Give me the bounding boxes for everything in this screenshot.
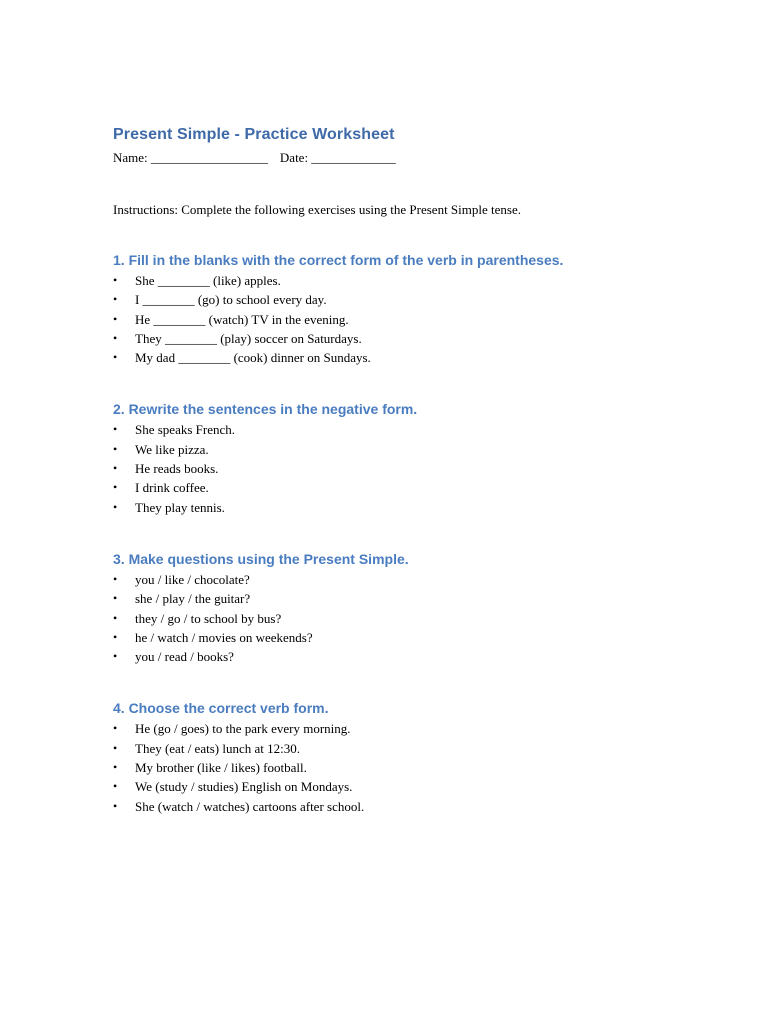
list-item (113, 290, 713, 309)
list-item (113, 719, 713, 738)
list-item (113, 329, 713, 348)
list-item-text: I drink coffee. (135, 480, 209, 496)
bullet-icon: • (113, 461, 118, 476)
bullet-icon: • (113, 499, 118, 514)
exercise-list (113, 719, 713, 815)
bullet-icon: • (113, 422, 118, 437)
date-field: Date: _____________ (279, 150, 396, 165)
section-heading: 1. Fill in the blanks with the correct form of the verb in parentheses. (113, 252, 564, 268)
list-item (113, 310, 713, 329)
exercise-section-2 (113, 399, 713, 516)
list-item-text: they / go / to school by bus? (135, 610, 282, 626)
bullet-icon: • (113, 330, 118, 345)
list-item-text: My brother (like / likes) football. (135, 760, 307, 776)
name-date-line (113, 149, 713, 167)
list-item (113, 797, 713, 816)
exercise-list (113, 420, 713, 516)
bullet-icon: • (113, 273, 118, 287)
list-item-text: he / watch / movies on weekends? (135, 629, 313, 645)
list-item-text: We like pizza. (135, 441, 209, 457)
list-item-text: We (study / studies) English on Mondays. (135, 779, 353, 795)
list-item (113, 440, 713, 459)
document-title: Present Simple - Practice Worksheet (113, 126, 395, 143)
document-body (113, 124, 713, 816)
bullet-icon: • (113, 740, 118, 755)
exercise-list (113, 570, 713, 666)
section-heading: 2. Rewrite the sentences in the negative form. (113, 401, 418, 418)
list-item-text: She (watch / watches) cartoons after school. (135, 798, 365, 814)
list-item (113, 758, 713, 777)
exercise-section-1 (113, 250, 713, 367)
list-item-text: She ________ (like) apples. (135, 273, 281, 288)
bullet-icon: • (113, 721, 118, 736)
bullet-icon: • (113, 292, 118, 307)
list-item-text: She speaks French. (135, 422, 236, 438)
list-item (113, 609, 713, 628)
list-item-text: They ________ (play) soccer on Saturdays. (135, 330, 362, 346)
exercise-section-3 (113, 549, 713, 666)
bullet-icon: • (113, 441, 118, 456)
list-item-text: she / play / the guitar? (135, 591, 251, 607)
instructions-text: Instructions: Complete the following exercises using the Present Simple tense. (113, 202, 521, 217)
bullet-icon: • (113, 311, 118, 326)
list-item-text: you / like / chocolate? (135, 571, 250, 587)
name-field: Name: __________________ (113, 150, 268, 165)
exercise-list (113, 271, 713, 367)
list-item-text: I ________ (go) to school every day. (135, 292, 327, 308)
list-item (113, 271, 713, 290)
exercise-section-4 (113, 698, 713, 815)
section-heading: 3. Make questions using the Present Simple. (113, 550, 409, 567)
list-item-text: He reads books. (135, 461, 219, 477)
bullet-icon: • (113, 610, 118, 625)
bullet-icon: • (113, 480, 118, 495)
list-item (113, 478, 713, 497)
list-item (113, 459, 713, 478)
list-item (113, 589, 713, 608)
list-item (113, 348, 713, 367)
list-item-text: He (go / goes) to the park every morning. (135, 721, 351, 737)
bullet-icon: • (113, 350, 118, 365)
list-item (113, 739, 713, 758)
bullet-icon: • (113, 649, 118, 664)
list-item (113, 647, 713, 666)
list-item (113, 498, 713, 517)
list-item-text: They play tennis. (135, 499, 225, 515)
bullet-icon: • (113, 629, 118, 644)
bullet-icon: • (113, 760, 118, 775)
list-item (113, 777, 713, 796)
section-heading: 4. Choose the correct verb form. (113, 700, 329, 717)
list-item-text: He ________ (watch) TV in the evening. (135, 311, 349, 327)
bullet-icon: • (113, 591, 118, 606)
list-item-text: They (eat / eats) lunch at 12:30. (135, 740, 300, 756)
bullet-icon: • (113, 571, 118, 586)
list-item (113, 570, 713, 589)
bullet-icon: • (113, 798, 118, 813)
list-item (113, 628, 713, 647)
list-item (113, 420, 713, 439)
list-item-text: My dad ________ (cook) dinner on Sundays. (135, 350, 371, 366)
list-item-text: you / read / books? (135, 649, 234, 665)
bullet-icon: • (113, 779, 118, 794)
